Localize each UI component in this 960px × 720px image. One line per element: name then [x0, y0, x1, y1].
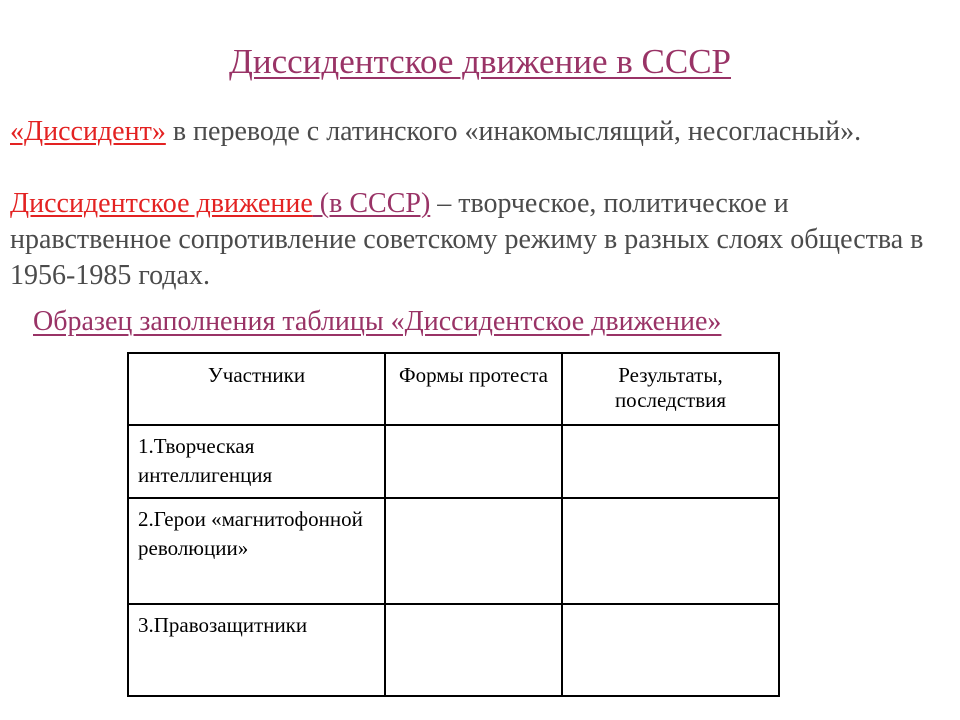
header-results: Результаты, последствия: [562, 353, 779, 425]
table-cell: 1.Творческая интеллигенция: [128, 425, 385, 498]
table-row: [128, 604, 779, 696]
table-cell: [385, 425, 562, 498]
table-header-row: [128, 353, 779, 425]
table-cell: [562, 604, 779, 696]
table-cell: [562, 425, 779, 498]
table-row: [128, 425, 779, 498]
term-qualifier: (в СССР): [312, 188, 431, 219]
table-cell: 2.Герои «магнитофонной революции»: [128, 498, 385, 604]
page-title: Диссидентское движение в СССР: [228, 42, 731, 81]
term-dissident-movement: Диссидентское движение: [10, 188, 313, 219]
table-cell: [562, 498, 779, 604]
table-cell: [385, 604, 562, 696]
header-protest-forms: Формы протеста: [385, 353, 562, 425]
definition-dissident: [10, 114, 950, 150]
definition-movement: [10, 186, 950, 294]
table-row: [128, 498, 779, 604]
term-dissident: «Диссидент»: [10, 116, 166, 147]
definition-movement-text: – творческое, политическое и нравственное сопротивление советскому режиму в разных слоях общества в 1956-1985 годах.: [10, 188, 924, 291]
definition-dissident-text: в переводе с латинского «инакомыслящий, несогласный».: [165, 116, 862, 147]
table-cell: [385, 498, 562, 604]
sample-caption: Образец заполнения таблицы «Диссидентское движение»: [33, 306, 722, 337]
table-cell: 3.Правозащитники: [128, 604, 385, 696]
header-participants: Участники: [128, 353, 385, 425]
dissident-table: [127, 352, 780, 697]
